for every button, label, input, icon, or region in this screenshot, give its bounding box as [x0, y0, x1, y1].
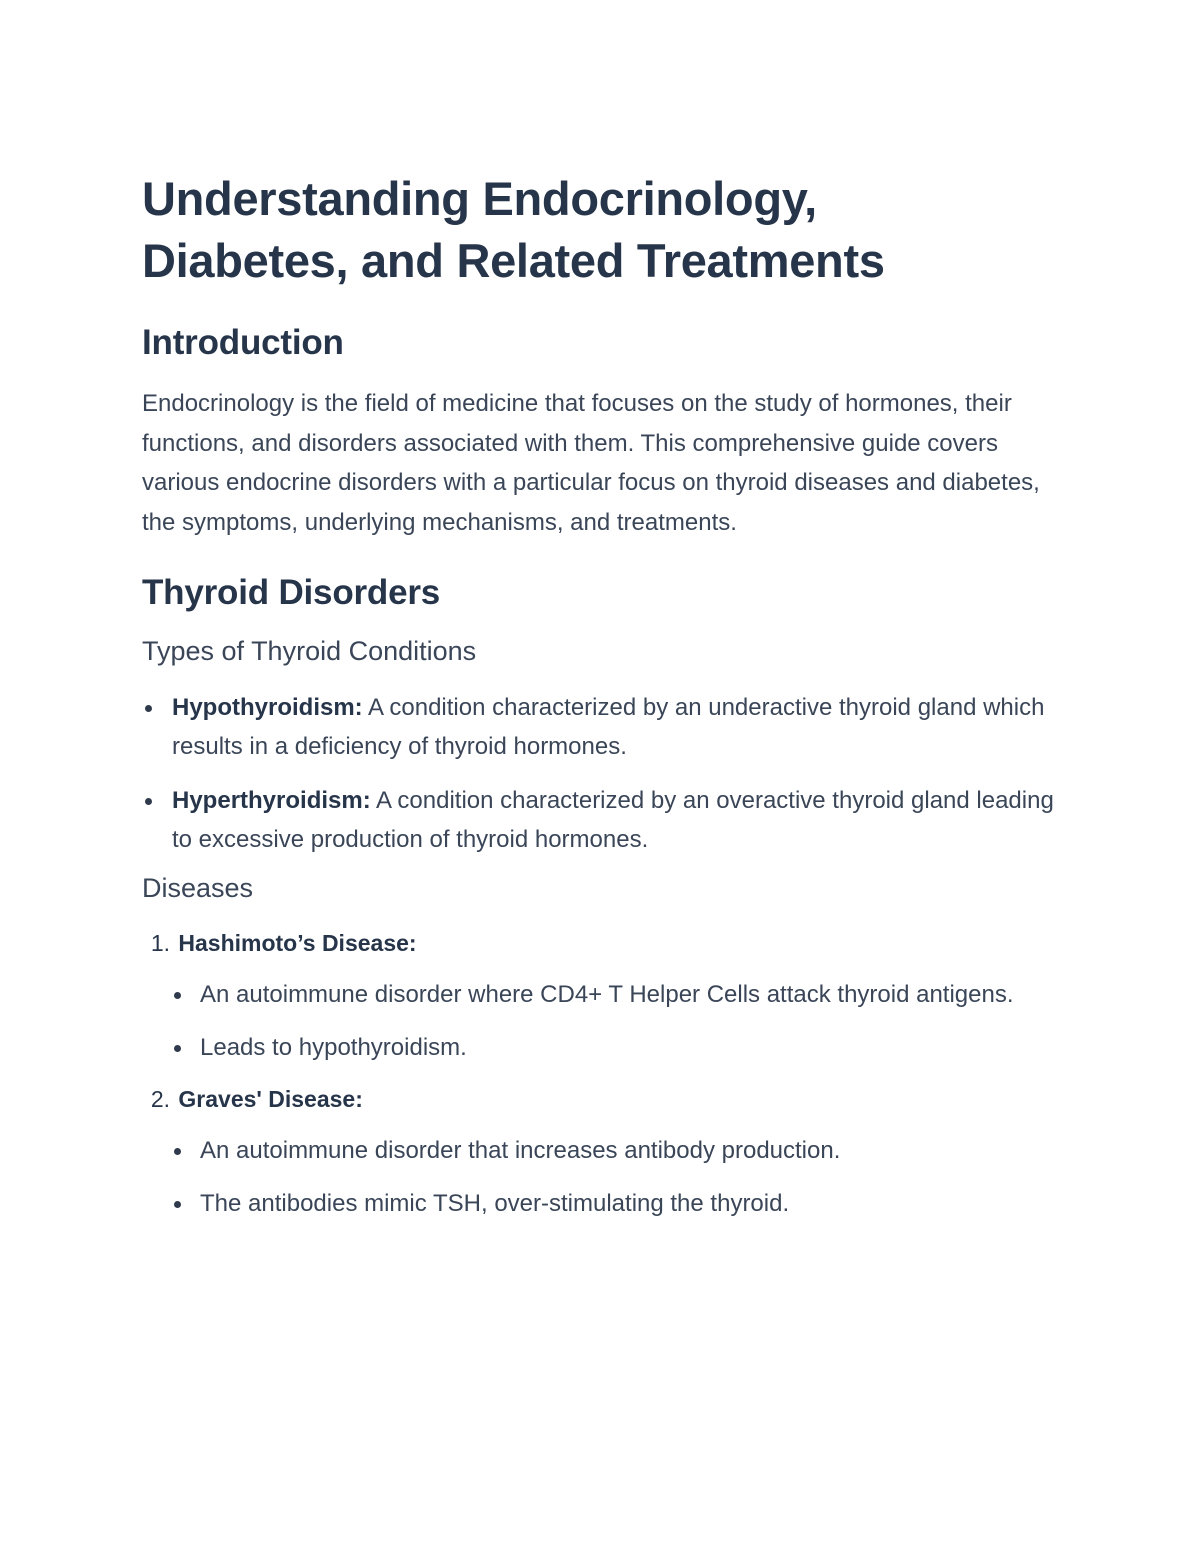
thyroid-types-heading: Types of Thyroid Conditions [142, 636, 477, 666]
term-hypothyroidism: Hypothyroidism: [172, 694, 363, 721]
definition-hyperthyroidism: A condition characterized by an overactive thyroid gland leading to excessive production of thyroid hormones. [172, 787, 1054, 853]
definition-hypothyroidism: A condition characterized by an underactive thyroid gland which results in a deficiency of thyroid hormones. [172, 694, 1045, 760]
disease-graves [142, 1081, 1062, 1117]
disease-number: 1. [150, 930, 170, 956]
list-item: An autoimmune disorder that increases antibody production. [142, 1131, 1062, 1170]
list-item-hyperthyroidism [142, 781, 1062, 859]
thyroid-types-list [142, 688, 1062, 859]
graves-points [142, 1131, 1062, 1223]
disease-name: Graves' Disease: [178, 1086, 363, 1112]
list-item-hypothyroidism [142, 688, 1062, 766]
list-item: An autoimmune disorder where CD4+ T Helper Cells attack thyroid antigens. [142, 975, 1062, 1014]
introduction-paragraph: Endocrinology is the field of medicine that focuses on the study of hormones, their functions, and disorders associated with them. This comprehensive guide covers various endocrine disorders with a particular focus on thyroid diseases and diabetes, the symptoms, underlying mechanisms, and treatments. [142, 390, 1040, 536]
hashimoto-points [142, 975, 1062, 1067]
thyroid-disorders-heading: Thyroid Disorders [142, 573, 441, 612]
list-item: The antibodies mimic TSH, over-stimulating the thyroid. [142, 1184, 1062, 1223]
document-title-line-1: Understanding Endocrinology, [142, 172, 817, 225]
document-title-line-2: Diabetes, and Related Treatments [142, 234, 885, 287]
disease-name: Hashimoto’s Disease: [178, 930, 417, 956]
term-hyperthyroidism: Hyperthyroidism: [172, 787, 371, 814]
document-page [142, 168, 1062, 1237]
diseases-heading: Diseases [142, 873, 254, 903]
disease-hashimoto [142, 925, 1062, 961]
disease-number: 2. [150, 1086, 170, 1112]
document-title [142, 168, 1062, 292]
introduction-heading: Introduction [142, 323, 344, 362]
list-item: Leads to hypothyroidism. [142, 1028, 1062, 1067]
